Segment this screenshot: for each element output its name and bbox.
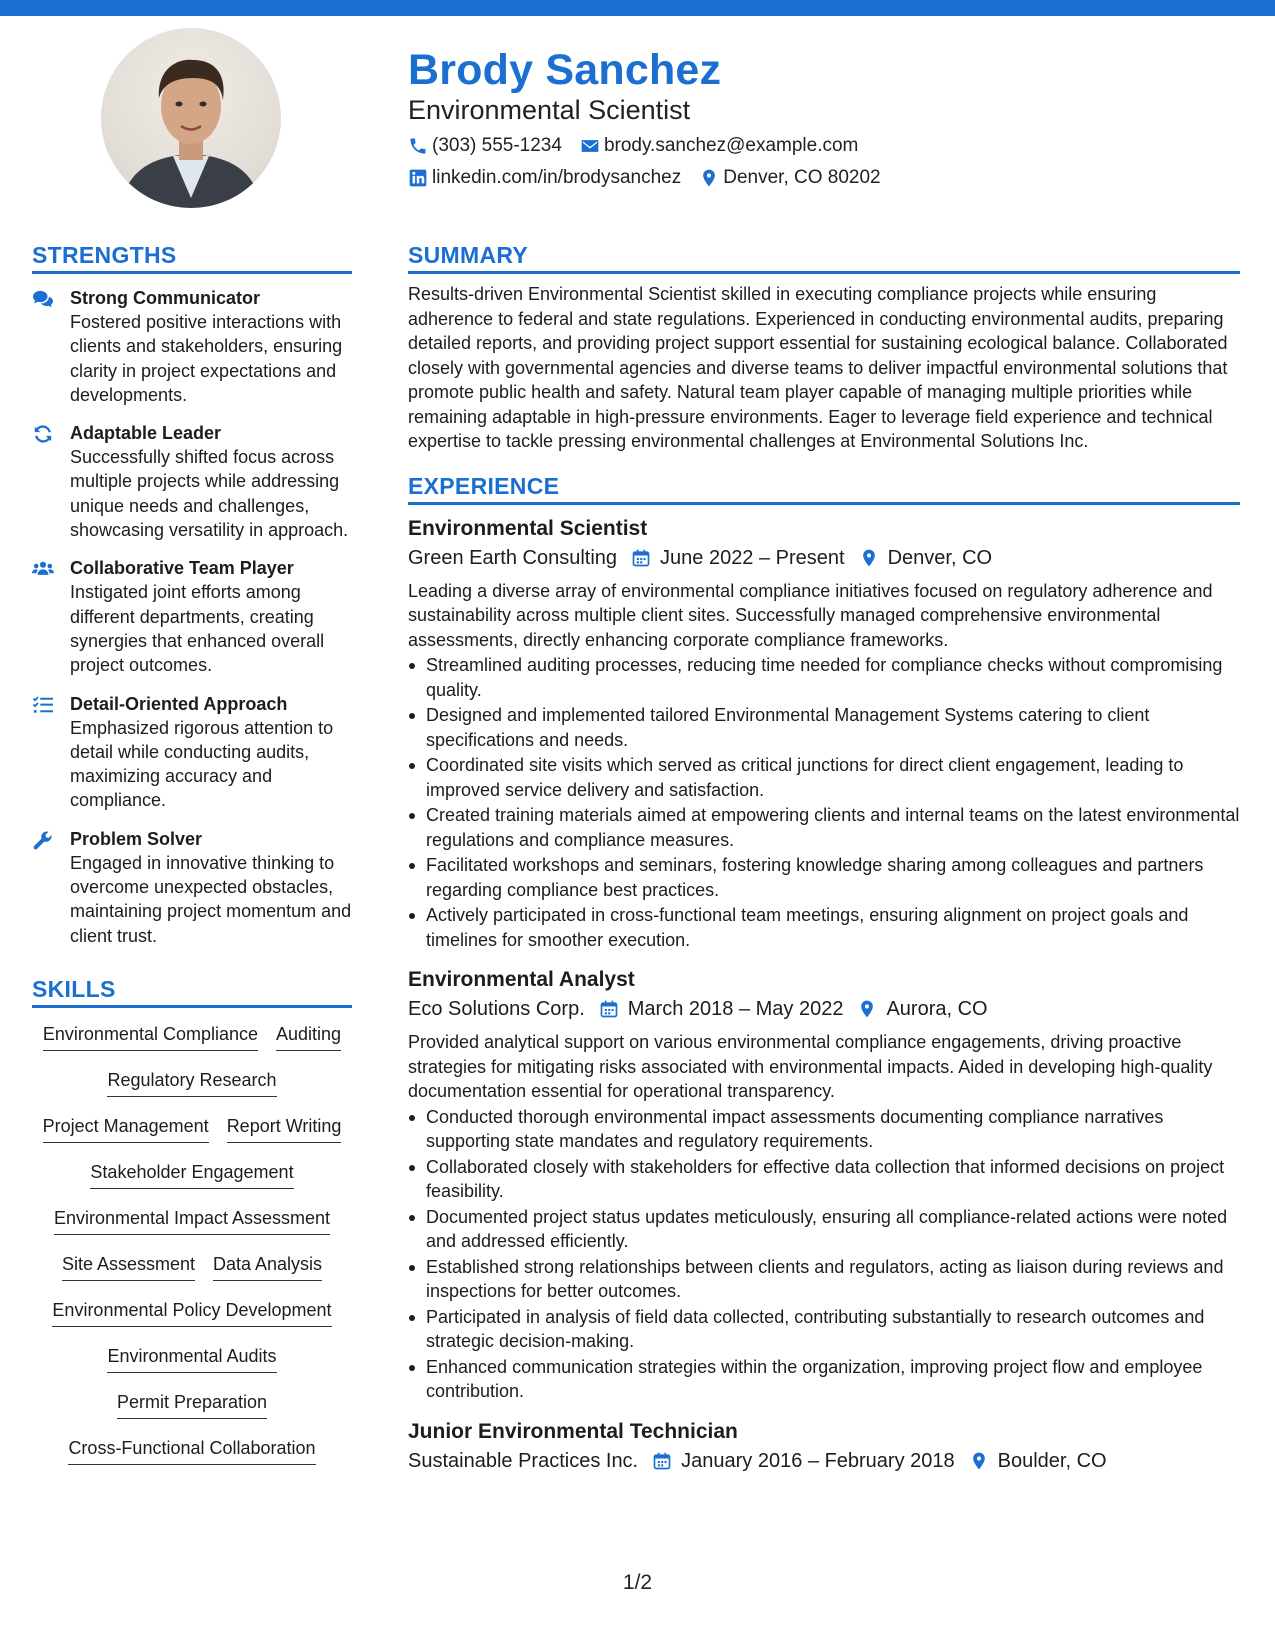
job-entry bbox=[408, 1418, 1240, 1476]
phone-icon bbox=[408, 136, 428, 156]
calendar-icon bbox=[652, 1451, 672, 1471]
job-bullet: Conducted thorough environmental impact assessments documenting compliance narratives supporting state mandates and regulatory requirements. bbox=[408, 1105, 1240, 1154]
job-bullet: Actively participated in cross-functional team meetings, ensuring alignment on project goals and timelines for smoother execution. bbox=[408, 903, 1240, 952]
job-dates: January 2016 – February 2018 bbox=[681, 1449, 955, 1472]
job-location-wrap bbox=[969, 1446, 1107, 1476]
job-location-wrap bbox=[857, 994, 987, 1024]
job-meta bbox=[408, 543, 1240, 573]
strength-title: Adaptable Leader bbox=[70, 423, 222, 444]
skills-section bbox=[32, 974, 352, 1482]
job-bullet: Collaborated closely with stakeholders for effective data collection that informed decisions on project feasibility. bbox=[408, 1155, 1240, 1204]
job-company: Sustainable Practices Inc. bbox=[408, 1449, 639, 1472]
left-column bbox=[32, 240, 352, 1482]
strength-item bbox=[32, 556, 352, 677]
top-accent-bar bbox=[0, 0, 1275, 16]
contact-phone[interactable] bbox=[408, 135, 562, 157]
skill-tag: Project Management bbox=[43, 1114, 209, 1143]
linkedin-icon bbox=[408, 168, 428, 188]
skill-tag: Environmental Policy Development bbox=[52, 1298, 331, 1327]
contact-row-1 bbox=[408, 130, 1228, 162]
strength-item bbox=[32, 286, 352, 407]
job-dates-wrap bbox=[631, 543, 845, 573]
strength-desc: Engaged in innovative thinking to overcome unexpected obstacles, maintaining project momentum and client trust. bbox=[70, 852, 352, 946]
strength-title: Problem Solver bbox=[70, 828, 203, 849]
skill-tag: Regulatory Research bbox=[107, 1068, 276, 1097]
skill-tag: Environmental Audits bbox=[107, 1344, 276, 1373]
summary-text: Results-driven Environmental Scientist skilled in executing compliance projects while ensuring adherence to federal and state regulations. Experienced in conducting environmental audits, preparing detailed reports, and providing project support essential for sustaining ecological balance. Collaborated closely with governmental agencies and diverse teams to deliver impactful environmental solutions that promote public health and safety. Natural team player capable of managing multiple priorities while remaining adaptable in high-pressure environments. Eager to leverage field experience and technical expertise to tackle pressing environmental challenges at Environmental Solutions Inc. bbox=[408, 284, 1228, 451]
job-location: Boulder, CO bbox=[997, 1449, 1107, 1472]
job-bullet: Coordinated site visits which served as critical junctions for direct client engagement, leading to improved service delivery and satisfaction. bbox=[408, 753, 1240, 802]
page-number: 1/2 bbox=[622, 1571, 653, 1594]
strength-desc: Successfully shifted focus across multiple projects while addressing unique needs and challenges, showcasing versatility in approach. bbox=[70, 447, 349, 541]
job-bullet: Documented project status updates meticulously, ensuring all compliance-related actions were noted and addressed efficiently. bbox=[408, 1205, 1240, 1254]
job-bullets bbox=[408, 653, 1240, 952]
skill-tag: Site Assessment bbox=[62, 1252, 195, 1281]
strength-item bbox=[32, 692, 352, 813]
job-bullet: Created training materials aimed at empowering clients and internal teams on the latest environmental regulations and compliance measures. bbox=[408, 803, 1240, 852]
job-company: Eco Solutions Corp. bbox=[408, 998, 585, 1020]
job-bullets bbox=[408, 1105, 1240, 1404]
strength-title: Detail-Oriented Approach bbox=[70, 693, 288, 714]
job-bullet: Streamlined auditing processes, reducing time needed for compliance checks without compromising quality. bbox=[408, 653, 1240, 702]
map-pin-icon bbox=[969, 1451, 989, 1471]
checklist-icon bbox=[32, 695, 54, 715]
envelope-icon bbox=[580, 136, 600, 156]
job-meta bbox=[408, 1446, 1240, 1476]
summary-heading: SUMMARY bbox=[408, 240, 1240, 274]
job-dates: June 2022 – Present bbox=[660, 546, 845, 569]
candidate-name: Brody Sanchez bbox=[408, 46, 722, 94]
map-pin-icon bbox=[859, 548, 879, 568]
phone-text: (303) 555-1234 bbox=[432, 135, 562, 156]
skills-heading: SKILLS bbox=[32, 974, 352, 1008]
skill-tag: Environmental Impact Assessment bbox=[54, 1206, 330, 1235]
users-icon bbox=[32, 559, 54, 579]
strengths-heading: STRENGTHS bbox=[32, 240, 352, 274]
skill-tag: Stakeholder Engagement bbox=[90, 1160, 293, 1189]
job-location: Aurora, CO bbox=[886, 998, 988, 1020]
job-bullet: Participated in analysis of field data collected, contributing substantially to research outcomes and strategic decision-making. bbox=[408, 1305, 1240, 1354]
skill-tag: Auditing bbox=[276, 1022, 341, 1051]
job-meta bbox=[408, 994, 1240, 1024]
strengths-list bbox=[32, 286, 352, 948]
job-bullet: Designed and implemented tailored Environmental Management Systems catering to client specifications and needs. bbox=[408, 703, 1240, 752]
email-text: brody.sanchez@example.com bbox=[603, 135, 859, 156]
wrench-icon bbox=[32, 830, 54, 850]
candidate-role: Environmental Scientist bbox=[408, 95, 691, 125]
resume-header bbox=[408, 44, 1228, 194]
strength-item bbox=[32, 827, 352, 948]
job-title: Environmental Scientist bbox=[408, 516, 648, 540]
calendar-icon bbox=[631, 548, 651, 568]
profile-photo bbox=[101, 28, 281, 208]
job-company: Green Earth Consulting bbox=[408, 546, 618, 569]
map-pin-icon bbox=[699, 168, 719, 188]
skills-list bbox=[32, 1022, 352, 1482]
strength-item bbox=[32, 421, 352, 542]
job-dates-wrap bbox=[652, 1446, 955, 1476]
skill-tag: Data Analysis bbox=[213, 1252, 322, 1281]
contact-email[interactable] bbox=[580, 135, 858, 157]
job-description: Leading a diverse array of environmental compliance initiatives focused on regulatory adherence and sustainability across multiple client sites. Successfully managed comprehensive environmental assessments, directly enhancing corporate compliance frameworks. bbox=[408, 580, 1213, 650]
job-entry bbox=[408, 966, 1240, 1404]
refresh-icon bbox=[32, 424, 54, 444]
strength-desc: Instigated joint efforts among different departments, creating synergies that enhanced overall project outcomes. bbox=[70, 582, 325, 676]
job-bullet: Enhanced communication strategies within the organization, improving project flow and employee contribution. bbox=[408, 1355, 1240, 1404]
job-title: Junior Environmental Technician bbox=[408, 1419, 738, 1443]
strength-desc: Fostered positive interactions with clients and stakeholders, ensuring clarity in project expectations and developments. bbox=[70, 312, 343, 405]
strength-title: Collaborative Team Player bbox=[70, 558, 294, 579]
chat-bubbles-icon bbox=[32, 289, 54, 309]
contact-row-2 bbox=[408, 162, 1228, 194]
map-pin-icon bbox=[857, 999, 877, 1019]
job-bullet: Facilitated workshops and seminars, fostering knowledge sharing among colleagues and partners regarding compliance best practices. bbox=[408, 853, 1240, 902]
job-title: Environmental Analyst bbox=[408, 968, 635, 991]
job-bullet: Established strong relationships between clients and regulators, acting as liaison during reviews and inspections for better outcomes. bbox=[408, 1255, 1240, 1304]
skill-tag: Permit Preparation bbox=[117, 1390, 267, 1419]
profile-photo-illustration bbox=[101, 28, 281, 208]
linkedin-text: linkedin.com/in/brodysanchez bbox=[432, 167, 682, 188]
job-dates: March 2018 – May 2022 bbox=[627, 998, 844, 1020]
skill-tag: Cross-Functional Collaboration bbox=[68, 1436, 315, 1465]
skill-tag: Report Writing bbox=[227, 1114, 342, 1143]
contact-location bbox=[699, 167, 880, 189]
strength-title: Strong Communicator bbox=[70, 288, 261, 308]
job-location-wrap bbox=[859, 543, 992, 573]
calendar-icon bbox=[599, 999, 619, 1019]
experience-heading: EXPERIENCE bbox=[408, 471, 1240, 505]
contact-linkedin[interactable] bbox=[408, 167, 681, 189]
strength-desc: Emphasized rigorous attention to detail while conducting audits, maximizing accuracy and compliance. bbox=[70, 717, 334, 811]
job-dates-wrap bbox=[599, 994, 844, 1024]
job-location: Denver, CO bbox=[887, 546, 993, 569]
experience-section bbox=[408, 471, 1240, 1476]
skill-tag: Environmental Compliance bbox=[43, 1022, 258, 1051]
right-column bbox=[408, 240, 1240, 1482]
job-description: Provided analytical support on various environmental compliance engagements, driving proactive strategies for mitigating risks associated with environmental impacts. Aided in developing high-quality documentation essential for operational transparency. bbox=[408, 1032, 1213, 1101]
job-entry bbox=[408, 515, 1240, 953]
location-text: Denver, CO 80202 bbox=[723, 167, 881, 188]
